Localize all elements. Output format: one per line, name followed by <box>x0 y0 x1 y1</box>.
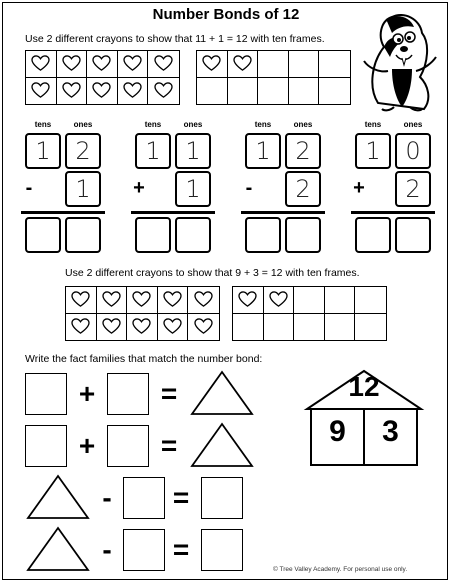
ten-frame-cell[interactable] <box>289 51 320 78</box>
heart-icon <box>92 82 111 99</box>
tens-label: tens <box>254 120 272 129</box>
ten-frame-cell[interactable] <box>118 51 149 78</box>
ten-frame-2a[interactable] <box>65 286 220 341</box>
ten-frame-cell[interactable] <box>57 78 88 105</box>
ten-frame-cell[interactable] <box>127 287 158 314</box>
operator-sign: - <box>25 177 33 199</box>
heart-icon <box>194 318 213 335</box>
ten-frame-cell[interactable] <box>197 78 228 105</box>
fact-operator: + <box>78 378 96 409</box>
ten-frame-cell[interactable] <box>26 51 57 78</box>
bottom-ones-box <box>175 171 211 207</box>
bottom-ones-digit: 2 <box>405 175 421 203</box>
instruction-2: Use 2 different crayons to show that 9 + 3 = 12 with ten frames. <box>65 267 360 279</box>
ten-frame-cell[interactable] <box>294 314 325 341</box>
fact-answer-box[interactable] <box>201 477 243 519</box>
heart-icon <box>163 291 182 308</box>
ten-frame-cell[interactable] <box>158 314 189 341</box>
bottom-ones-box <box>395 171 431 207</box>
instruction-1: Use 2 different crayons to show that 11 + 1 = 12 with ten frames. <box>25 33 325 45</box>
ten-frame-cell[interactable] <box>66 314 97 341</box>
heart-icon <box>238 291 257 308</box>
fact-equals: = <box>172 534 190 565</box>
ones-label: ones <box>73 120 93 129</box>
answer-tens-box[interactable] <box>355 217 391 253</box>
bottom-ones-box <box>285 171 321 207</box>
top-ones-digit: 2 <box>75 137 91 165</box>
ten-frame-cell[interactable] <box>319 78 350 105</box>
operator-sign: + <box>133 177 145 199</box>
ten-frame-cell[interactable] <box>66 287 97 314</box>
bottom-ones-digit: 1 <box>75 175 91 203</box>
bond-part-1: 9 <box>329 415 346 448</box>
ten-frame-cell[interactable] <box>188 314 219 341</box>
top-tens-digit: 1 <box>255 137 271 165</box>
ten-frame-cell[interactable] <box>228 51 259 78</box>
ten-frame-cell[interactable] <box>325 287 356 314</box>
top-ones-box <box>65 133 101 169</box>
ten-frame-cell[interactable] <box>264 287 295 314</box>
top-tens-box <box>135 133 171 169</box>
ten-frame-cell[interactable] <box>258 78 289 105</box>
fact-answer-box[interactable] <box>123 477 165 519</box>
answer-tens-box[interactable] <box>135 217 171 253</box>
answer-ones-box[interactable] <box>65 217 101 253</box>
ten-frame-cell[interactable] <box>197 51 228 78</box>
ten-frame-cell[interactable] <box>228 78 259 105</box>
heart-icon <box>154 55 173 72</box>
heart-icon <box>163 318 182 335</box>
ones-label: ones <box>293 120 313 129</box>
heart-icon <box>71 291 90 308</box>
heart-icon <box>132 291 151 308</box>
top-ones-digit: 0 <box>405 137 421 165</box>
ten-frame-cell[interactable] <box>233 314 264 341</box>
operator-sign: - <box>245 177 253 199</box>
fact-answer-triangle[interactable] <box>25 473 91 521</box>
heart-icon <box>62 82 81 99</box>
fact-equals: = <box>160 430 178 461</box>
answer-line <box>351 211 435 214</box>
top-ones-box <box>175 133 211 169</box>
operator-sign: + <box>353 177 365 199</box>
heart-icon <box>92 55 111 72</box>
top-tens-digit: 1 <box>365 137 381 165</box>
ten-frame-cell[interactable] <box>325 314 356 341</box>
ten-frame-cell[interactable] <box>87 51 118 78</box>
ten-frame-cell[interactable] <box>355 314 386 341</box>
ten-frame-cell[interactable] <box>118 78 149 105</box>
top-ones-digit: 1 <box>185 137 201 165</box>
fact-answer-triangle[interactable] <box>189 369 255 417</box>
ten-frame-cell[interactable] <box>233 287 264 314</box>
ten-frame-cell[interactable] <box>158 287 189 314</box>
ten-frame-cell[interactable] <box>26 78 57 105</box>
ten-frame-cell[interactable] <box>294 287 325 314</box>
fact-equals: = <box>160 378 178 409</box>
answer-tens-box[interactable] <box>25 217 61 253</box>
ten-frame-cell[interactable] <box>97 287 128 314</box>
fact-answer-box[interactable] <box>123 529 165 571</box>
heart-icon <box>202 55 221 72</box>
heart-icon <box>102 318 121 335</box>
tens-label: tens <box>144 120 162 129</box>
heart-icon <box>123 82 142 99</box>
fact-equals: = <box>172 482 190 513</box>
bottom-ones-box <box>65 171 101 207</box>
answer-line <box>21 211 105 214</box>
ones-label: ones <box>403 120 423 129</box>
top-tens-box <box>355 133 391 169</box>
heart-icon <box>269 291 288 308</box>
fact-answer-triangle[interactable] <box>25 525 91 573</box>
ten-frame-cell[interactable] <box>319 51 350 78</box>
instruction-3: Write the fact families that match the number bond: <box>25 353 263 365</box>
ten-frame-cell[interactable] <box>148 78 179 105</box>
fact-answer-triangle[interactable] <box>189 421 255 469</box>
ones-label: ones <box>183 120 203 129</box>
heart-icon <box>62 55 81 72</box>
answer-ones-box[interactable] <box>175 217 211 253</box>
top-ones-box <box>285 133 321 169</box>
worksheet-page <box>2 2 448 580</box>
fact-operator: - <box>102 534 112 565</box>
top-tens-box <box>245 133 281 169</box>
heart-icon <box>233 55 252 72</box>
heart-icon <box>31 55 50 72</box>
bond-whole: 12 <box>348 371 380 402</box>
heart-icon <box>132 318 151 335</box>
ten-frame-cell[interactable] <box>264 314 295 341</box>
ten-frame-1a[interactable] <box>25 50 180 105</box>
heart-icon <box>123 55 142 72</box>
ten-frame-cell[interactable] <box>258 51 289 78</box>
answer-line <box>131 211 215 214</box>
ten-frame-cell[interactable] <box>87 78 118 105</box>
ten-frame-cell[interactable] <box>97 314 128 341</box>
ten-frame-cell[interactable] <box>289 78 320 105</box>
answer-ones-box[interactable] <box>285 217 321 253</box>
tens-label: tens <box>364 120 382 129</box>
top-tens-digit: 1 <box>35 137 51 165</box>
fact-operator: - <box>102 482 112 513</box>
ten-frame-cell[interactable] <box>355 287 386 314</box>
page-title: Number Bonds of 12 <box>152 6 300 23</box>
ten-frame-cell[interactable] <box>57 51 88 78</box>
top-tens-box <box>25 133 61 169</box>
top-ones-digit: 2 <box>295 137 311 165</box>
top-ones-box <box>395 133 431 169</box>
skunk-mascot-illustration <box>358 7 440 115</box>
answer-ones-box[interactable] <box>395 217 431 253</box>
fact-answer-box[interactable] <box>107 425 149 467</box>
fact-answer-box[interactable] <box>107 373 149 415</box>
bottom-ones-digit: 2 <box>295 175 311 203</box>
fact-answer-box[interactable] <box>201 529 243 571</box>
ten-frame-cell[interactable] <box>148 51 179 78</box>
ten-frame-cell[interactable] <box>188 287 219 314</box>
heart-icon <box>71 318 90 335</box>
bond-part-2: 3 <box>382 415 399 448</box>
heart-icon <box>31 82 50 99</box>
answer-tens-box[interactable] <box>245 217 281 253</box>
ten-frame-2b[interactable] <box>232 286 387 341</box>
fact-answer-box[interactable] <box>25 425 67 467</box>
heart-icon <box>102 291 121 308</box>
top-tens-digit: 1 <box>145 137 161 165</box>
bottom-ones-digit: 1 <box>185 175 201 203</box>
ten-frame-cell[interactable] <box>127 314 158 341</box>
ten-frame-1b[interactable] <box>196 50 351 105</box>
answer-line <box>241 211 325 214</box>
fact-answer-box[interactable] <box>25 373 67 415</box>
tens-label: tens <box>34 120 52 129</box>
heart-icon <box>154 82 173 99</box>
fact-operator: + <box>78 430 96 461</box>
credit-line: © Tree Valley Academy. For personal use only. <box>273 566 408 573</box>
heart-icon <box>194 291 213 308</box>
